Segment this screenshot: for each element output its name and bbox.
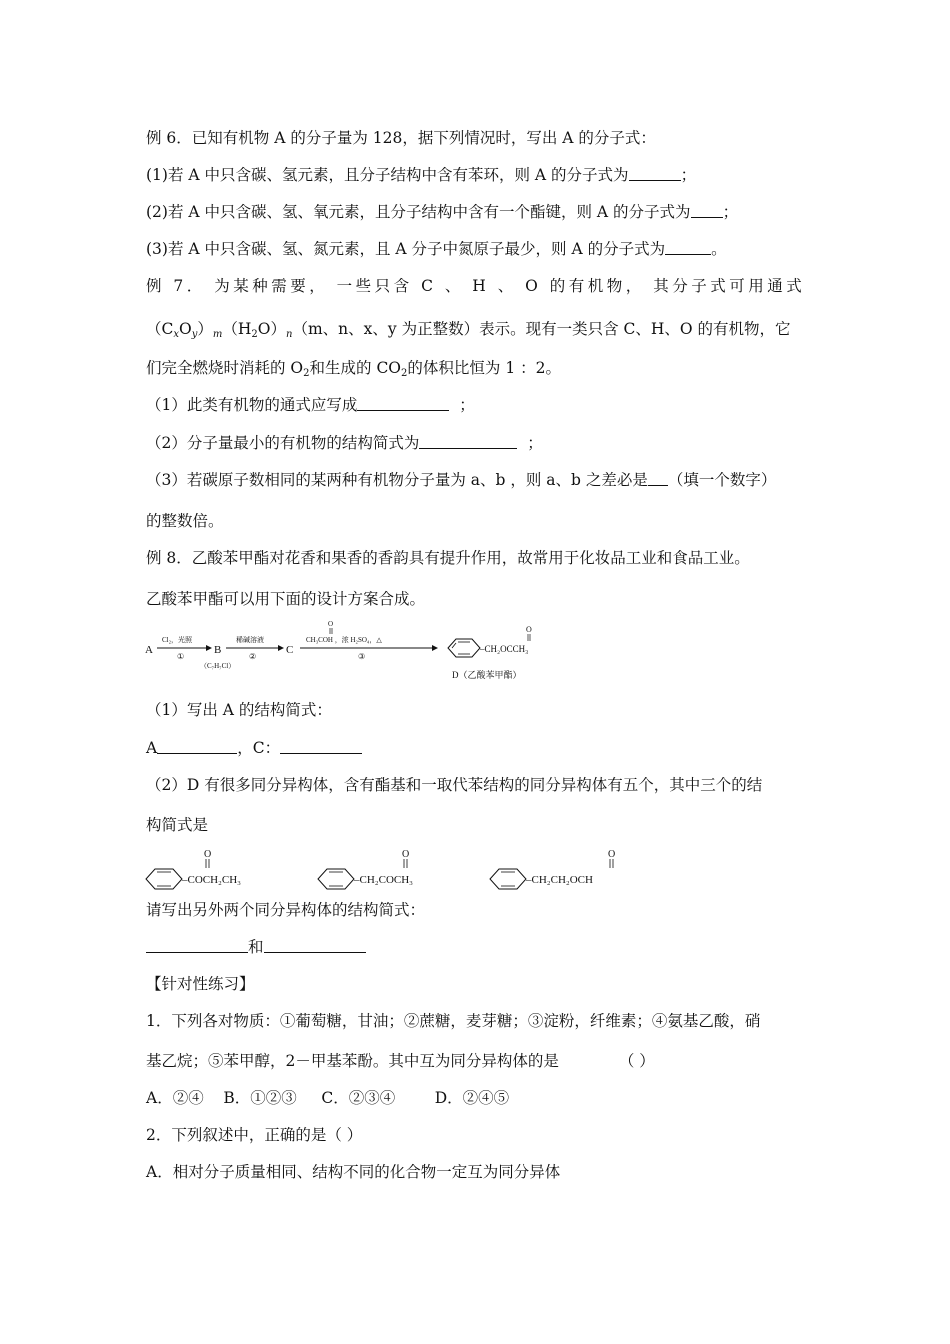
- arrow2-reagent: 稀碱溶液: [236, 636, 264, 644]
- arrow2-head: [278, 645, 284, 651]
- ex7-q2-end: ；: [527, 434, 543, 452]
- and-label: 和: [248, 938, 264, 956]
- practice-q2: 2．下列叙述中，正确的是（ ）: [146, 1126, 363, 1144]
- formula-y: y: [191, 329, 198, 340]
- isomer-2: [318, 849, 413, 889]
- ex8-intro2: 乙酸苯甲酯可以用下面的设计方案合成。: [146, 590, 426, 608]
- ex8-intro1: 例 8．乙酸苯甲酯对花香和果香的香韵具有提升作用，故常用于化妆品工业和食品工业。: [146, 549, 750, 567]
- formula-h2o-b: O）: [257, 320, 287, 338]
- answer-blank: [665, 240, 711, 255]
- formula-rest: （m、n、x、y 为正整数）表示。现有一类只含 C、H、O 的有机物，它: [292, 320, 791, 338]
- arrow2-step: ②: [249, 652, 257, 661]
- practice-q1-text: 基乙烷；⑤苯甲醇，2－甲基苯酚。其中互为同分异构体的是: [146, 1052, 559, 1070]
- ex8-q1-answers: [146, 738, 362, 758]
- isomer-2-o: O: [402, 849, 410, 860]
- ex7-q3: [146, 470, 776, 490]
- isomer-1-chain: –COCH₂CH₃: [182, 874, 242, 886]
- line3-a: 们完全燃烧时消耗的 O: [146, 359, 304, 377]
- isomer-structures: [140, 845, 660, 895]
- benzene-ring-icon: [490, 869, 526, 889]
- ex6-q3-end: 。: [711, 240, 727, 258]
- ex6-q2-end: ；: [722, 203, 739, 221]
- isomer-3-o: O: [608, 849, 616, 860]
- practice-q1-options: A．②④ B．①②③ C．②③④ D．②④⑤: [146, 1089, 510, 1107]
- ex8-q1: （1）写出 A 的结构简式：: [146, 701, 332, 719]
- ex7-q3-text: （3）若碳原子数相同的某两种有机物分子量为 a、b ，则 a、b 之差必是: [146, 471, 648, 489]
- ex7-q2-text: （2）分子量最小的有机物的结构简式为: [146, 434, 420, 452]
- scheme-c: C: [286, 644, 294, 656]
- arrow1-reagent: Cl₂，光照: [162, 636, 193, 644]
- product-o: O: [526, 625, 532, 634]
- formula-h2o-a: （H: [222, 320, 252, 338]
- ex6-q2-text: (2)若 A 中只含碳、氢、氧元素，且分子结构中含有一个酯键，则 A 的分子式为: [146, 203, 691, 221]
- line3-sub2: 2: [401, 368, 408, 379]
- answer-blank: [146, 938, 248, 953]
- isomer-2-chain: –CH₂COCH₃: [354, 874, 414, 886]
- formula-m: m: [212, 329, 223, 340]
- practice-q2-option-a: A．相对分子质量相同、结构不同的化合物一定互为同分异体: [146, 1163, 561, 1181]
- scheme-b: B: [214, 644, 222, 656]
- ex7-formula-line: [146, 319, 791, 345]
- answer-blank: [357, 396, 449, 411]
- benzene-ring-icon: [448, 639, 480, 657]
- benzene-ring-icon: [146, 869, 182, 889]
- ex6-q1: [146, 165, 696, 185]
- product-chain: –CH₂OCCH₃: [480, 644, 529, 654]
- ex7-q2: [146, 433, 543, 453]
- benzene-ring-icon: [318, 869, 354, 889]
- ex6-q3-text: (3)若 A 中只含碳、氢、氮元素，且 A 分子中氮原子最少，则 A 的分子式为: [146, 240, 666, 258]
- ex7-q1-text: （1）此类有机物的通式应写成: [146, 396, 358, 414]
- ex8-q2-ask: 请写出另外两个同分异构体的结构简式：: [146, 901, 426, 919]
- ex8-q2-line1: （2）D 有很多同分异构体，含有酯基和一取代苯结构的同分异构体有五个，其中三个的结: [146, 776, 763, 794]
- ex6-q1-text: (1)若 A 中只含碳、氢元素，且分子结构中含有苯环，则 A 的分子式为: [146, 166, 629, 184]
- practice-q1-line1: 1．下列各对物质：①葡萄糖，甘油；②蔗糖，麦芽糖；③淀粉，纤维素；④氨基乙酸，硝: [146, 1012, 761, 1030]
- arrow3-reagent: CH₃COH ，浓 H₂SO₄，△: [306, 636, 382, 644]
- formula-x: x: [173, 329, 180, 340]
- product-label: D（乙酸苯甲酯）: [452, 670, 522, 680]
- arrow3-head: [432, 645, 438, 651]
- ex8-q2-answers: [146, 937, 366, 957]
- ex6-q3: [146, 239, 727, 259]
- reagent-o: O: [328, 620, 334, 628]
- formula-open: （C: [146, 320, 174, 338]
- ex7-q3-end: （填一个数字）: [667, 471, 777, 489]
- line3-sub1: 2: [303, 368, 310, 379]
- formula-close: ）: [197, 320, 213, 338]
- synthesis-scheme: [140, 620, 580, 690]
- ex7-line3: [146, 358, 561, 384]
- answer-blank: [280, 739, 362, 754]
- formula-h2o-2: 2: [251, 329, 258, 340]
- formula-o: O: [179, 320, 192, 338]
- ex6-q1-end: ；: [680, 166, 697, 184]
- ex7-q3-cont: 的整数倍。: [146, 512, 224, 530]
- isomer-1: [146, 849, 241, 889]
- arrow1-step: ①: [177, 652, 185, 661]
- practice-heading: 【针对性练习】: [146, 975, 255, 993]
- arrow3-step: ③: [358, 652, 366, 661]
- answer-blank: [629, 166, 681, 181]
- line3-b: 和生成的 CO: [309, 359, 402, 377]
- answer-a-label: A: [146, 739, 158, 757]
- ex6-title: 例 6．已知有机物 A 的分子量为 128，据下列情况时，写出 A 的分子式：: [146, 129, 656, 147]
- scheme-b-formula: （C₇H₇Cl）: [200, 662, 236, 670]
- isomer-1-o: O: [204, 849, 212, 860]
- ex8-q2-line2: 构简式是: [146, 816, 209, 834]
- arrow1-head: [206, 645, 212, 651]
- isomer-3-chain: –CH₂CH₂OCH: [526, 874, 593, 886]
- ex7-q1: [146, 395, 475, 415]
- line3-c: 的体积比恒为 1 ：2。: [407, 359, 561, 377]
- answer-blank: [264, 938, 366, 953]
- answer-c-label: ，C：: [237, 739, 281, 757]
- scheme-a: A: [145, 644, 153, 656]
- answer-blank: [419, 434, 517, 449]
- answer-blank: [691, 203, 723, 218]
- isomer-3: [490, 849, 615, 889]
- ex7-q1-end: ；: [459, 396, 475, 414]
- practice-q1-line2: [146, 1051, 655, 1071]
- ex7-intro: 例 7． 为某种需要， 一些只含 C 、 H 、 O 的有机物， 其分子式可用通式: [146, 277, 806, 295]
- answer-blank: [157, 739, 237, 754]
- formula-n: n: [286, 329, 293, 340]
- ex6-q2: [146, 202, 738, 222]
- answer-blank: [648, 471, 668, 486]
- answer-paren: （ ）: [618, 1052, 655, 1070]
